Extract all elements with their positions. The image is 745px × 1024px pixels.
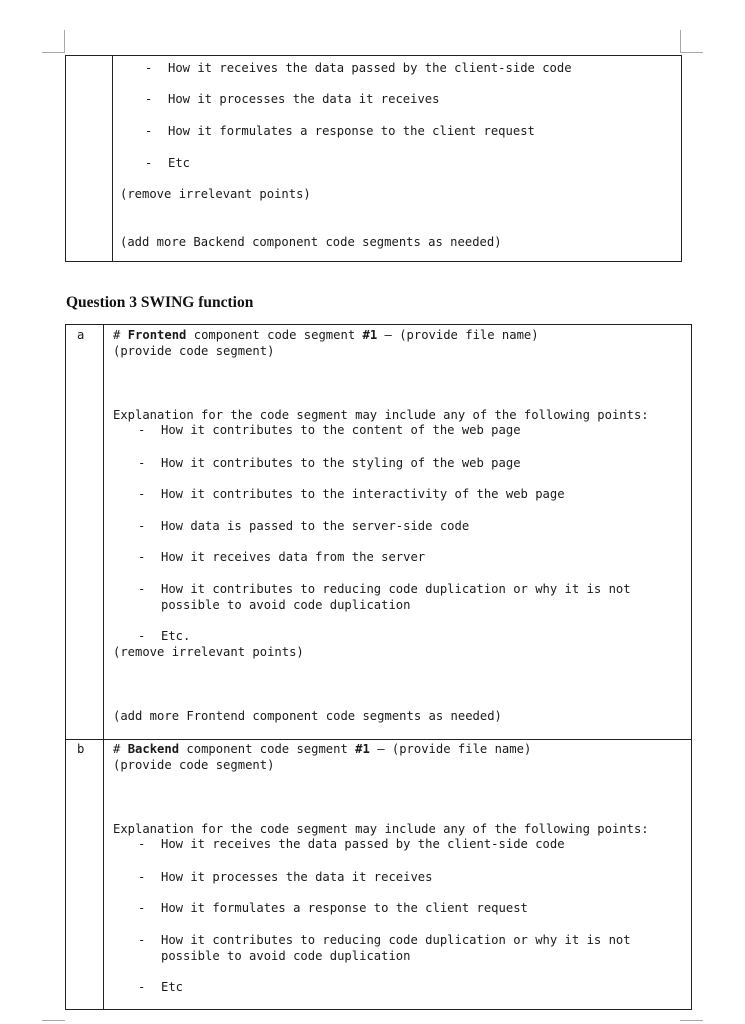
bullet-dash: - (138, 423, 146, 437)
bullet-text: How data is passed to the server-side code (161, 519, 470, 533)
backend-keyword: Backend (127, 742, 180, 756)
row-label-a: a (77, 328, 85, 342)
label-column-divider (112, 56, 113, 261)
bullet-dash: - (138, 980, 146, 994)
crop-mark-top-right-h (680, 52, 703, 53)
bullet-dash: - (138, 550, 146, 564)
crop-mark-bottom-right-h (680, 1020, 703, 1021)
bullet-text: How it processes the data it receives (161, 870, 433, 884)
bullet-dash: - (138, 629, 146, 643)
bullet-text: How it formulates a response to the client request (161, 901, 528, 915)
bullet-dash: - (138, 487, 146, 501)
segment-number: #1 (355, 742, 370, 756)
row-b-header: # Backend component code segment #1 – (provide file name) (113, 742, 532, 756)
bullet-text: Etc (168, 156, 191, 170)
bullet-text-continued: possible to avoid code duplication (161, 949, 411, 963)
bullet-dash: - (138, 901, 146, 915)
bullet-text: How it contributes to the styling of the web page (161, 456, 521, 470)
provide-code-segment: (provide code segment) (113, 344, 275, 358)
bullet-dash: - (138, 582, 146, 596)
question-table (65, 324, 692, 1010)
question-heading: Question 3 SWING function (66, 294, 254, 311)
provide-code-segment: (provide code segment) (113, 758, 275, 772)
bullet-text: How it receives the data passed by the client-side code (168, 61, 572, 75)
bullet-dash: - (138, 519, 146, 533)
crop-mark-top-right-v (680, 30, 681, 53)
bullet-dash: - (138, 456, 146, 470)
bullet-text: How it processes the data it receives (168, 92, 440, 106)
crop-mark-top-left-v (64, 30, 65, 53)
crop-mark-bottom-left-h (42, 1020, 65, 1021)
bullet-dash: - (145, 92, 153, 106)
explanation-intro: Explanation for the code segment may include any of the following points: (113, 822, 649, 836)
bullet-dash: - (138, 870, 146, 884)
row-divider (66, 739, 691, 740)
bullet-text: How it formulates a response to the client request (168, 124, 535, 138)
add-note: (add more Frontend component code segments as needed) (113, 709, 502, 723)
bullet-text-continued: possible to avoid code duplication (161, 598, 411, 612)
crop-mark-top-left-h (42, 52, 65, 53)
bullet-text: How it contributes to the interactivity of the web page (161, 487, 565, 501)
bullet-dash: - (145, 124, 153, 138)
bullet-text: Etc. (161, 629, 191, 643)
explanation-intro: Explanation for the code segment may include any of the following points: (113, 408, 649, 422)
segment-number: #1 (362, 328, 378, 342)
bullet-text: How it receives data from the server (161, 550, 426, 564)
frontend-keyword: Frontend (127, 328, 187, 342)
bullet-text: How it contributes to reducing code duplication or why it is not (161, 933, 631, 947)
label-column-divider (103, 325, 104, 1009)
continued-table (65, 55, 682, 262)
row-label-b: b (77, 742, 85, 756)
bullet-dash: - (138, 933, 146, 947)
add-note: (add more Backend component code segments as needed) (120, 235, 502, 249)
bullet-text: How it receives the data passed by the client-side code (161, 837, 565, 851)
remove-note: (remove irrelevant points) (113, 645, 304, 659)
bullet-dash: - (138, 837, 146, 851)
bullet-dash: - (145, 156, 153, 170)
bullet-text: How it contributes to the content of the web page (161, 423, 521, 437)
bullet-text: Etc (161, 980, 184, 994)
remove-note: (remove irrelevant points) (120, 187, 311, 201)
bullet-text: How it contributes to reducing code duplication or why it is not (161, 582, 631, 596)
row-a-header: # Frontend component code segment #1 – (provide file name) (113, 328, 539, 342)
bullet-dash: - (145, 61, 153, 75)
